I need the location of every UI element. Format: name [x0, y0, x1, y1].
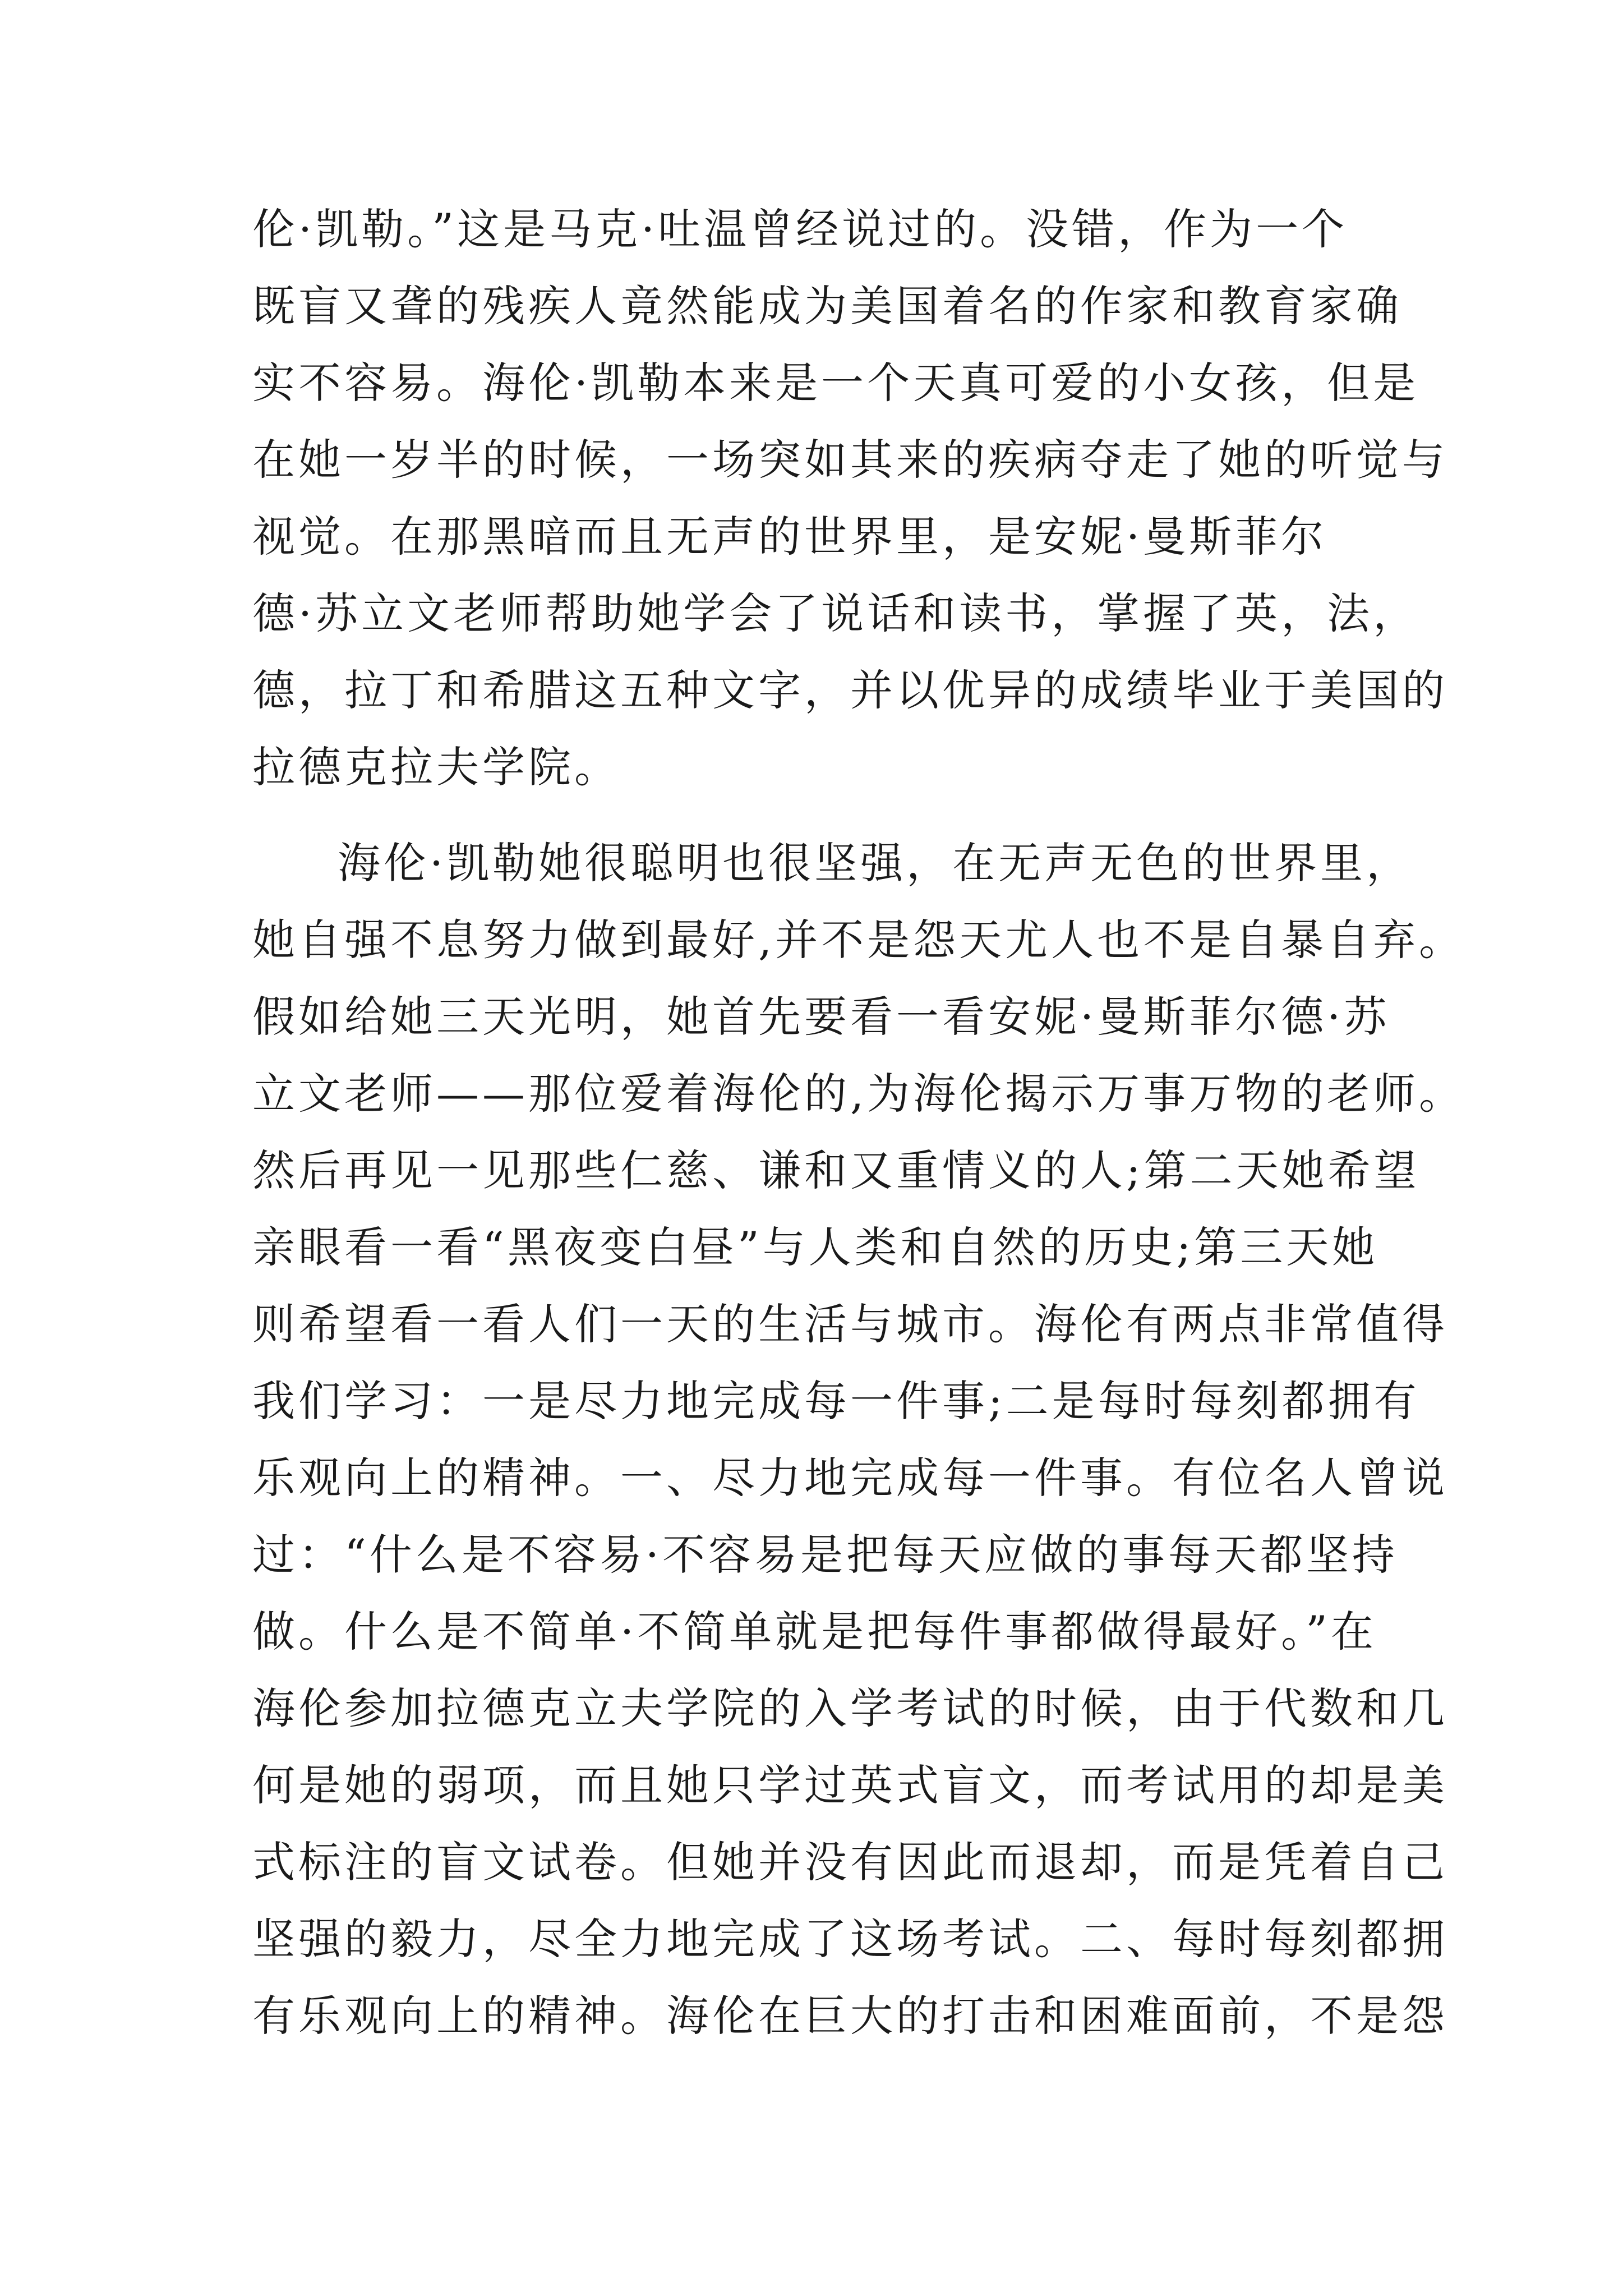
- text-line: 她自强不息努力做到最好,并不是怨天尤人也不是自暴自弃。: [252, 915, 1465, 965]
- text-line: 式标注的盲文试卷。但她并没有因此而退却，而是凭着自己: [252, 1837, 1448, 1887]
- text-line: 海伦·凯勒她很聪明也很坚强，在无声无色的世界里，: [338, 838, 1413, 888]
- paragraph: [252, 825, 1465, 2054]
- text-line: 假如给她三天光明，她首先要看一看安妮·曼斯菲尔德·苏: [252, 992, 1390, 1042]
- paragraph-spacing: [252, 806, 1385, 825]
- text-line: 我们学习：一是尽力地完成每一件事;二是每时每刻都拥有: [252, 1376, 1420, 1426]
- text-line: 过：“什么是不容易·不容易是把每天应做的事每天都坚持: [252, 1530, 1399, 1580]
- text-line: 然后再见一见那些仁慈、谦和又重情义的人;第二天她希望: [252, 1145, 1420, 1195]
- text-line: 何是她的弱项，而且她只学过英式盲文，而考试用的却是美: [252, 1760, 1448, 1810]
- text-line: 伦·凯勒。”这是马克·吐温曾经说过的。没错，作为一个: [252, 204, 1348, 254]
- text-line: 海伦参加拉德克立夫学院的入学考试的时候，由于代数和几: [252, 1683, 1448, 1733]
- text-line: 立文老师——那位爱着海伦的,为海伦揭示万事万物的老师。: [252, 1069, 1465, 1119]
- text-line: 德·苏立文老师帮助她学会了说话和读书，掌握了英，法，: [252, 588, 1419, 638]
- text-line: 则希望看一看人们一天的生活与城市。海伦有两点非常值得: [252, 1299, 1448, 1349]
- text-line: 德，拉丁和希腊这五种文字，并以优异的成绩毕业于美国的: [252, 665, 1448, 715]
- text-line: 实不容易。海伦·凯勒本来是一个天真可爱的小女孩，但是: [252, 358, 1419, 408]
- text-line: 做。什么是不简单·不简单就是把每件事都做得最好。”在: [252, 1607, 1377, 1657]
- text-line: 有乐观向上的精神。海伦在巨大的打击和困难面前，不是怨: [252, 1991, 1448, 2041]
- text-line: 坚强的毅力，尽全力地完成了这场考试。二、每时每刻都拥: [252, 1914, 1448, 1964]
- paragraph: [252, 191, 1448, 806]
- text-line: 乐观向上的精神。一、尽力地完成每一件事。有位名人曾说: [252, 1453, 1448, 1503]
- text-line: 在她一岁半的时候，一场突如其来的疾病夺走了她的听觉与: [252, 435, 1448, 485]
- text-line: 视觉。在那黑暗而且无声的世界里，是安妮·曼斯菲尔: [252, 512, 1327, 562]
- text-line: 拉德克拉夫学院。: [252, 742, 620, 792]
- document-body: [252, 191, 1465, 2054]
- text-line: 既盲又聋的残疾人竟然能成为美国着名的作家和教育家确: [252, 281, 1402, 331]
- text-line: 亲眼看一看“黑夜变白昼”与人类和自然的历史;第三天她: [252, 1222, 1378, 1272]
